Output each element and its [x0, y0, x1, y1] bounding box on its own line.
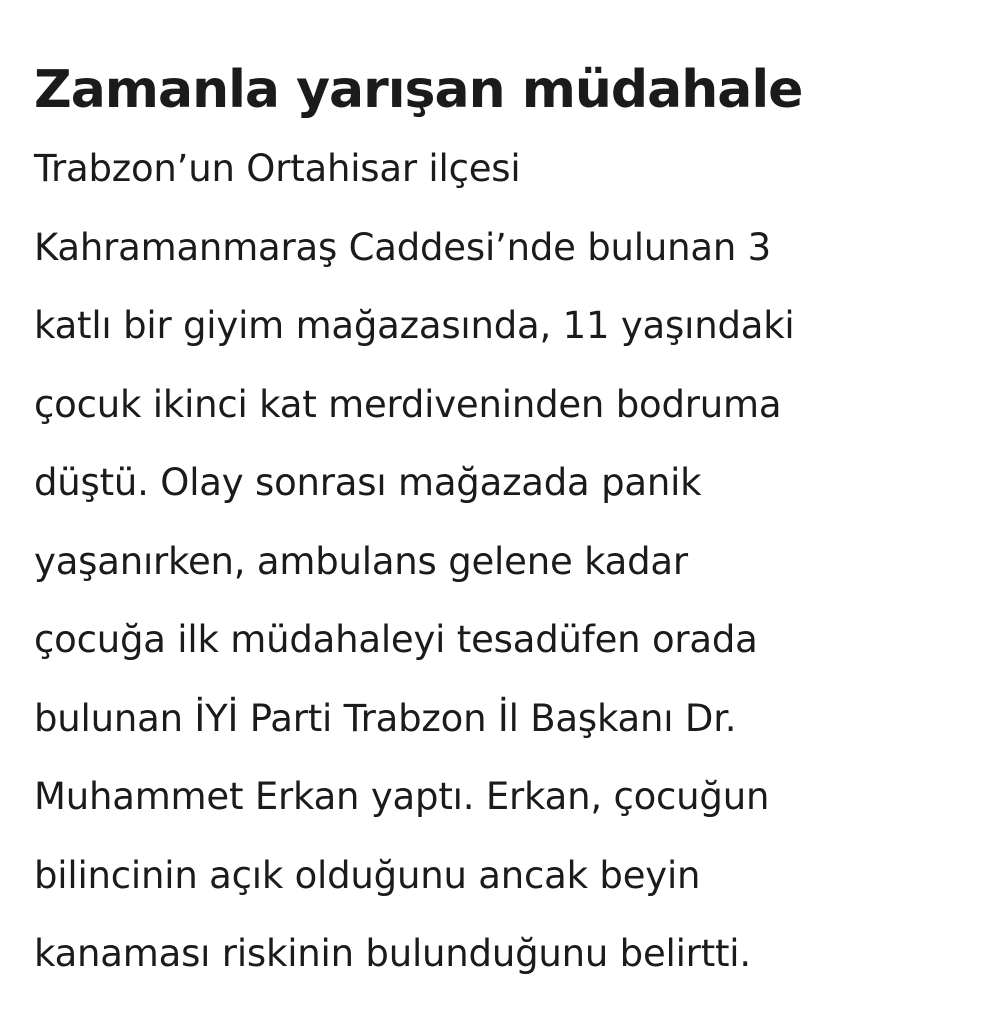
body-line: katlı bir giyim mağazasında, 11 yaşındaki — [34, 304, 795, 347]
article — [34, 54, 974, 994]
body-line: Kahramanmaraş Caddesi’nde bulunan 3 — [34, 225, 771, 269]
body-line: çocuğa ilk müdahaleyi tesadüfen orada — [34, 618, 758, 661]
body-line: düştü. Olay sonrası mağazada panik — [34, 461, 702, 504]
body-line: yaşanırken, ambulans gelene kadar — [34, 539, 688, 583]
article-headline: Zamanla yarışan müdahale — [34, 60, 803, 120]
body-line: Muhammet Erkan yaptı. Erkan, çocuğun — [34, 775, 770, 818]
body-line: kanaması riskinin bulunduğunu belirtti. — [34, 932, 751, 975]
article-body — [34, 130, 974, 994]
body-line: Trabzon’un Ortahisar ilçesi — [34, 147, 521, 190]
body-line: çocuk ikinci kat merdiveninden bodruma — [34, 382, 782, 426]
body-line: bilincinin açık olduğunu ancak beyin — [34, 853, 701, 897]
body-line: bulunan İYİ Parti Trabzon İl Başkanı Dr. — [34, 696, 737, 740]
